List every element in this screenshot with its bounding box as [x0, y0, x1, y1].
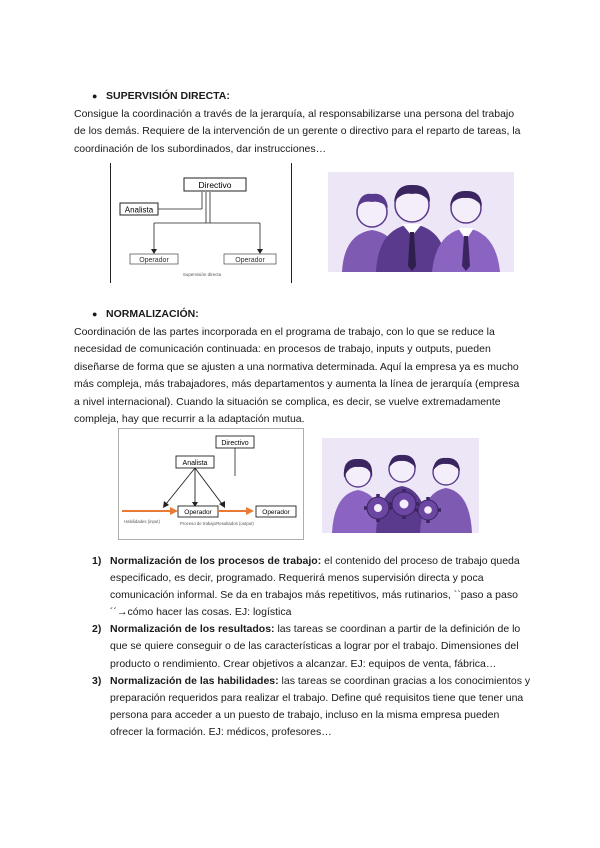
item-text: el contenido del proceso de trabajo queda especificado, es decir, programado. Requerirá menos supervisión directa y poca comunicación informal. Se da en trabajos más repetitivos, más rutinarios, ``paso a paso´´→cómo hacer las cosas. EJ: logística [110, 555, 520, 619]
label-operador-left: Operador [139, 257, 169, 264]
heading-text: SUPERVISIÓN DIRECTA: [106, 90, 230, 102]
caption-supervision: Supervisión directa [182, 272, 222, 277]
list-item [92, 621, 532, 672]
label-analista-2: Analista [182, 460, 208, 467]
heading-text: NORMALIZACIÓN: [106, 308, 199, 320]
illustration-business-team [328, 172, 514, 272]
paragraph-normalizacion: Coordinación de las partes incorporada en el programa de trabajo, con lo que se reduce la necesidad de comunicación continuada: en procesos de trabajo, inputs y outputs, pueden diseñarse de forma que se ajusten a una normativa determinada. Aquí la empresa ya es mucho más compleja, más trabajadores, más departamentos y aumenta la línea de jerarquía (empresa a nivel internacional). Cuando la situación se complica, es decir, se vuelve extremadamente compleja, hay que recurrir a la adaptación mutua. [74, 326, 520, 426]
note-resultados: Resultados (output) [216, 521, 254, 526]
diagram-supervision-directa [110, 163, 292, 283]
diagram-normalizacion [118, 428, 304, 540]
label-analista: Analista [124, 205, 154, 215]
bullet: ● [92, 91, 98, 101]
item-number: 3) [92, 674, 102, 687]
item-number: 2) [92, 623, 102, 636]
item-text: las tareas se coordinan gracias a los conocimientos y preparación requeridos para realizar el trabajo. Define qué requisitos tiene que tener una persona para acceder a un puesto de trabajo, incluso en la misma empresa pueden ofrecer la formación. EJ: médicos, profesores… [110, 674, 531, 738]
paragraph-supervision: Consigue la coordinación a través de la jerarquía, al responsabilizarse una persona del trabajo de los demás. Requiere de la intervención de un gerente o directivo para el reparto de tareas, la coordinación de los subordinados, dar instrucciones… [74, 108, 521, 155]
illustration-team-gears [322, 438, 479, 533]
label-operador-right: Operador [235, 257, 265, 264]
bullet: ● [92, 309, 98, 319]
list-item [92, 673, 532, 741]
note-proceso: Proceso de trabajo [179, 521, 217, 526]
section-heading-supervision [92, 90, 230, 102]
list-item [92, 553, 532, 621]
section-heading-normalizacion [92, 308, 199, 320]
note-habilidades: Habilidades (input) [124, 519, 160, 524]
label-directivo: Directivo [198, 180, 232, 190]
item-number: 1) [92, 555, 102, 567]
item-text: las tareas se coordinan a partir de la definición de lo que se quiere conseguir o de las características a lograr por el trabajo. Dimensiones del producto o rendimiento. Crear objetivos a alcanzar. EJ: equipos de venta, fábrica… [110, 623, 521, 670]
item-title: Normalización de las habilidades: [110, 674, 279, 687]
normalization-types-list [92, 553, 532, 741]
label-directivo-2: Directivo [221, 440, 249, 447]
label-operador-right-2: Operador [262, 509, 290, 516]
item-title: Normalización de los resultados: [110, 623, 275, 636]
label-operador-center: Operador [184, 509, 212, 516]
item-title: Normalización de los procesos de trabajo: [110, 555, 322, 567]
